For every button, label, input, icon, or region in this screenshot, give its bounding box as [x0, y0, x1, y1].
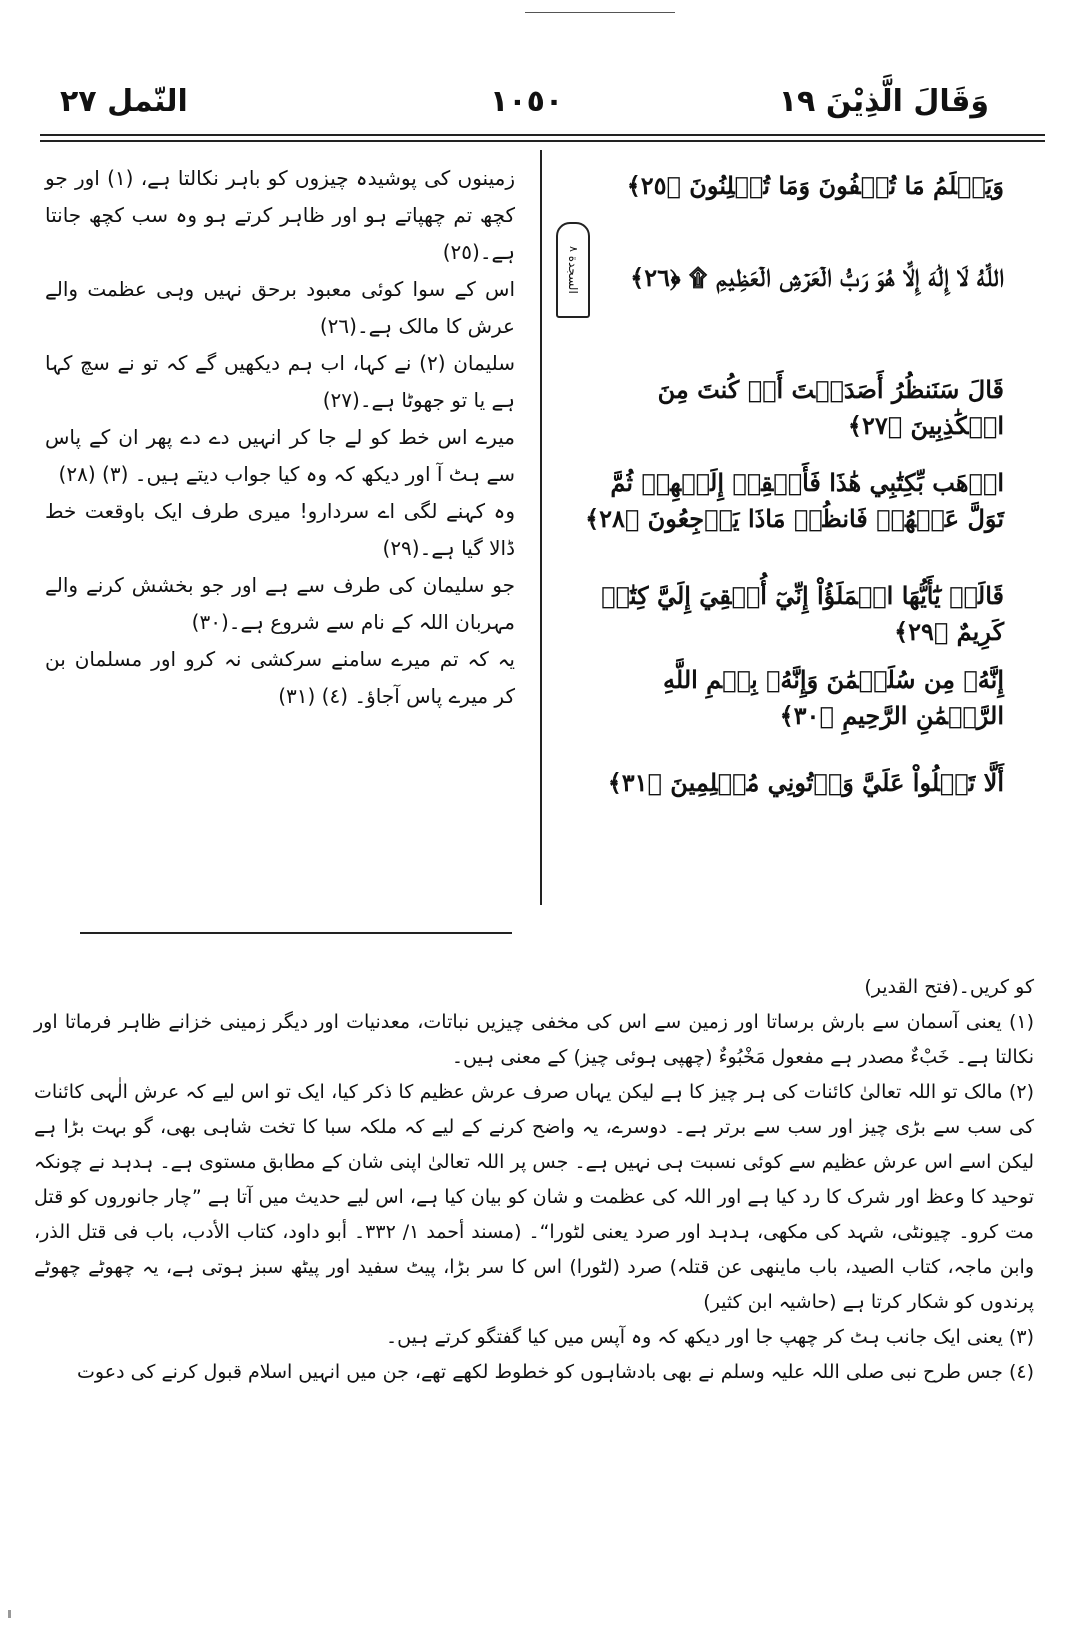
sajda-number: ٨: [567, 246, 580, 253]
verse-arabic-30: إِنَّهُۥ مِن سُلَيۡمَٰنَ وَإِنَّهُۥ بِسۡمِ اللَّهِ الرَّحۡمَٰنِ الرَّحِيمِ ﴿٣٠﴾: [663, 665, 1004, 730]
verse-arabic-25: وَيَعۡلَمُ مَا تُخۡفُونَ وَمَا تُعۡلِنُونَ ﴿٢٥﴾: [626, 171, 1004, 200]
header-rule-bottom: [40, 140, 1045, 142]
verse-urdu-30: جو سلیمان کی طرف سے ہے اور جو بخشش کرنے والے مہربان اللہ کے نام سے شروع ہے۔(٣٠): [45, 573, 515, 634]
verse-urdu-26: اس کے سوا کوئی معبود برحق نہیں وہی عظمت والے عرش کا مالک ہے۔(٢٦): [45, 277, 515, 338]
verse-urdu-31: یہ کہ تم میرے سامنے سرکشی نہ کرو اور مسلمان بن کر میرے پاس آجاؤ۔ (٤) (٣١): [45, 647, 515, 708]
verse-arabic-29: قَالَتۡ يَٰٓأَيُّهَا الۡمَلَؤُاْ إِنِّيٓ أُلۡقِيَ إِلَيَّ كِتَٰبٞ كَرِيمٌ ﴿٢٩﴾: [601, 581, 1004, 646]
translation-column: [45, 160, 515, 715]
footnote-4: (٤) جس طرح نبی صلی اللہ علیہ وسلم نے بھی بادشاہوں کو خطوط لکھے تھے، جن میں انہیں اسلام قبول کرنے کی دعوت: [77, 1361, 1034, 1383]
footnote-continuation: کو کریں۔(فتح القدیر): [864, 976, 1034, 998]
verse-arabic-27: قَالَ سَنَنظُرُ أَصَدَقۡتَ أَمۡ كُنتَ مِنَ الۡكَٰذِبِينَ ﴿٢٧﴾: [657, 375, 1004, 440]
scan-mark: [8, 1610, 11, 1618]
footnote-1: (١) یعنی آسمان سے بارش برساتا اور زمین سے اس کی مخفی چیزیں نباتات، معدنیات اور دیگر زمینی خزانے ظاہر فرماتا اور نکالتا ہے۔ خَبْءٌ مصدر ہے مفعول مَخْبُوءٌ (چھپی ہوئی چیز) کے معنی ہیں۔: [34, 1011, 1034, 1068]
verse-arabic-28: اذۡهَب بِّكِتَٰبِي هَٰذَا فَأَلۡقِهۡ إِلَيۡهِمۡ ثُمَّ تَوَلَّ عَنۡهُمۡ فَانظُرۡ مَاذَا يَرۡجِعُونَ ﴿٢٨﴾: [585, 468, 1004, 533]
verse-urdu-29: وہ کہنے لگی اے سردارو! میری طرف ایک باوقعت خط ڈالا گیا ہے۔(٢٩): [45, 499, 515, 560]
footnotes: [34, 970, 1034, 1390]
verse-urdu-25: زمینوں کی پوشیدہ چیزوں کو باہر نکالتا ہے، (١) اور جو کچھ تم چھپاتے ہو اور ظاہر کرتے ہو وہ سب کچھ جانتا ہے۔(٢٥): [45, 166, 515, 264]
top-rule: [525, 12, 675, 13]
verse-urdu-28: میرے اس خط کو لے جا کر انہیں دے دے پھر ان کے پاس سے ہٹ آ اور دیکھ کہ وہ کیا جواب دیتے ہیں۔ (٣) (٢٨): [45, 425, 515, 486]
juz-title: وَقَالَ الَّذِيْنَ ١٩: [778, 84, 989, 119]
verse-arabic-26: اللَّهُ لَا إِلَٰهَ إِلَّا هُوَ رَبُّ الۡعَرۡشِ الۡعَظِيمِ ۩ ﴿٢٦﴾: [630, 263, 1004, 292]
verse-urdu-27: سلیمان (٢) نے کہا، اب ہم دیکھیں گے کہ تو نے سچ کہا ہے یا تو جھوٹا ہے۔(٢٧): [45, 351, 515, 412]
verse-arabic-31: أَلَّا تَعۡلُواْ عَلَيَّ وَأۡتُونِي مُسۡلِمِينَ ﴿٣١﴾: [607, 768, 1004, 797]
header-rule-top: [40, 134, 1045, 136]
page-number: ١٠٥٠: [490, 84, 564, 119]
column-divider: [540, 150, 542, 905]
footnote-3: (٣) یعنی ایک جانب ہٹ کر چھپ جا اور دیکھ کہ وہ آپس میں کیا گفتگو کرتے ہیں۔: [385, 1326, 1034, 1348]
surah-title: النّمل ٢٧: [60, 84, 188, 119]
footnote-2: (٢) مالک تو اللہ تعالیٰ کائنات کی ہر چیز کا ہے لیکن یہاں صرف عرش عظیم کا ذکر کیا، ایک تو اس لیے کہ عرش الٰہی کائنات کی سب سے بڑی چیز اور سب سے برتر ہے۔ دوسرے، یہ واضح کرنے کے لیے کہ ملکہ سبا کا تخت شاہی بھی، گو بہت بڑا ہے لیکن اسے اس عرش عظیم سے کوئی نسبت ہی نہیں ہے۔ جس پر اللہ تعالیٰ اپنی شان کے مطابق مستوی ہے۔ ہدہد نے چونکہ توحید کا وعظ اور شرک کا رد کیا ہے اور اللہ کی عظمت و شان کو بیان کیا ہے، اس لیے حدیث میں آتا ہے ”چار جانوروں کو قتل مت کرو۔ چیونٹی، شہد کی مکھی، ہدہد اور صرد یعنی لٹورا“۔ (مسند أحمد ١/ ٣٣٢۔ أبو داود، کتاب الأدب، باب فی قتل الذر، وابن ماجہ، کتاب الصید، باب ماینھی عن قتلہ) صرد (لٹورا) اس کا سر بڑا، پیٹ سفید اور پیٹھ سبز ہوتی ہے، یہ چھوٹے چھوٹے پرندوں کو شکار کرتا ہے (حاشیہ ابن کثیر): [34, 1081, 1034, 1313]
footnote-separator: [80, 932, 512, 934]
sajda-label: السجدة: [566, 255, 580, 294]
